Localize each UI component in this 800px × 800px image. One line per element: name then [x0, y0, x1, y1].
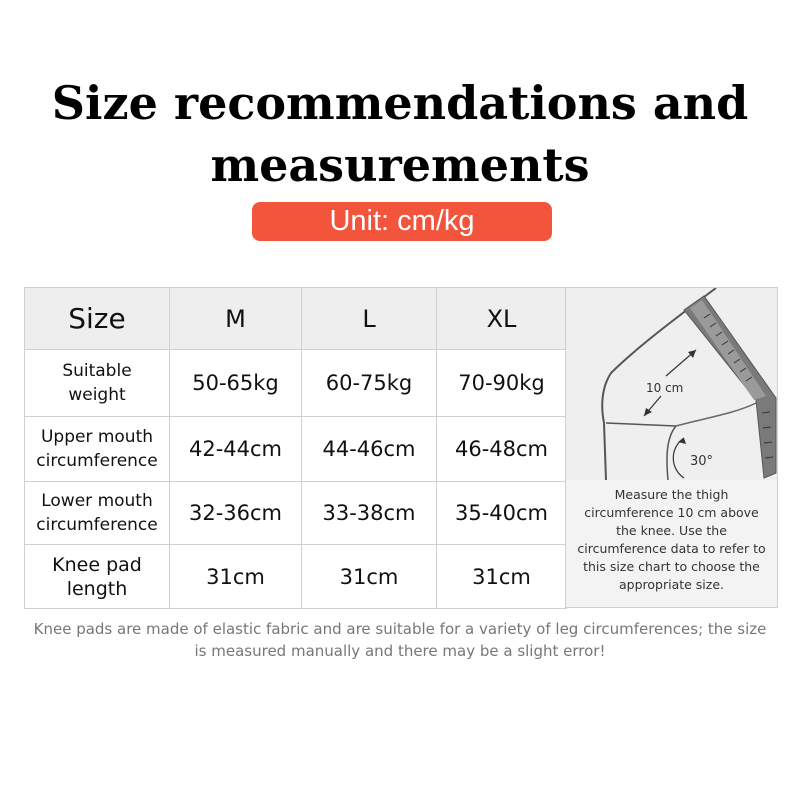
row-label-upper-mouth — [25, 417, 170, 482]
row-label-length — [25, 545, 170, 609]
table-cell: 42-44cm — [170, 417, 302, 482]
table-header-row — [25, 288, 567, 350]
table-cell: 50-65kg — [170, 350, 302, 417]
size-l-header: L — [302, 288, 437, 350]
footnote-line: Knee pads are made of elastic fabric and are suitable for a variety of leg circumferences; the size — [33, 620, 767, 638]
arrow-head-icon — [644, 408, 652, 416]
table-cell: 31cm — [302, 545, 437, 609]
table-cell: 44-46cm — [302, 417, 437, 482]
table-cell: 46-48cm — [437, 417, 567, 482]
instruction-line: this size chart to choose the — [583, 559, 760, 574]
table-row — [25, 350, 567, 417]
instruction-line: circumference data to refer to — [577, 541, 766, 556]
knee-pad-edge — [676, 403, 756, 426]
unit-badge: Unit: cm/kg — [252, 202, 552, 241]
tape-inner — [690, 300, 766, 400]
table-row — [25, 417, 567, 482]
knee-line — [606, 423, 676, 426]
instruction-line: circumference 10 cm above — [584, 505, 759, 520]
shin-outline — [667, 426, 676, 480]
size-header-cell: Size — [25, 288, 170, 350]
row-label-line: Lower mouth — [41, 491, 153, 511]
row-label-line: circumference — [36, 451, 158, 471]
size-m-header: M — [170, 288, 302, 350]
row-label-weight — [25, 350, 170, 417]
table-row — [25, 545, 567, 609]
size-table — [24, 287, 567, 609]
table-cell: 33-38cm — [302, 482, 437, 545]
knee-measurement-illustration — [566, 288, 777, 480]
measurement-instructions — [566, 486, 777, 594]
table-cell: 35-40cm — [437, 482, 567, 545]
instruction-line: appropriate size. — [618, 577, 725, 592]
arrow-head-icon — [688, 350, 696, 358]
instruction-line: the knee. Use the — [616, 523, 727, 538]
table-cell: 60-75kg — [302, 350, 437, 417]
angle-label: 30° — [690, 454, 714, 469]
table-cell: 31cm — [437, 545, 567, 609]
row-label-lower-mouth — [25, 482, 170, 545]
measurement-panel — [565, 287, 778, 608]
row-label-line: Suitable — [62, 361, 132, 381]
angle-arc — [673, 438, 684, 478]
row-label-line: Upper mouth — [40, 427, 154, 447]
title-line-2: measurements — [210, 138, 590, 192]
footnote-line: is measured manually and there may be a slight error! — [194, 642, 606, 660]
row-label-line: Knee pad — [52, 553, 142, 576]
instruction-line: Measure the thigh — [614, 487, 729, 502]
title-line-1: Size recommendations and — [51, 76, 749, 130]
page-title — [0, 72, 800, 196]
measuring-tape — [684, 296, 776, 478]
table-row — [25, 482, 567, 545]
size-xl-header: XL — [437, 288, 567, 350]
table-cell: 70-90kg — [437, 350, 567, 417]
table-cell: 31cm — [170, 545, 302, 609]
row-label-line: weight — [68, 385, 126, 405]
table-cell: 32-36cm — [170, 482, 302, 545]
row-label-line: circumference — [36, 515, 158, 535]
knee-diagram — [566, 288, 777, 480]
footnote — [0, 618, 800, 662]
row-label-line: length — [66, 577, 128, 600]
distance-label: 10 cm — [646, 381, 684, 395]
